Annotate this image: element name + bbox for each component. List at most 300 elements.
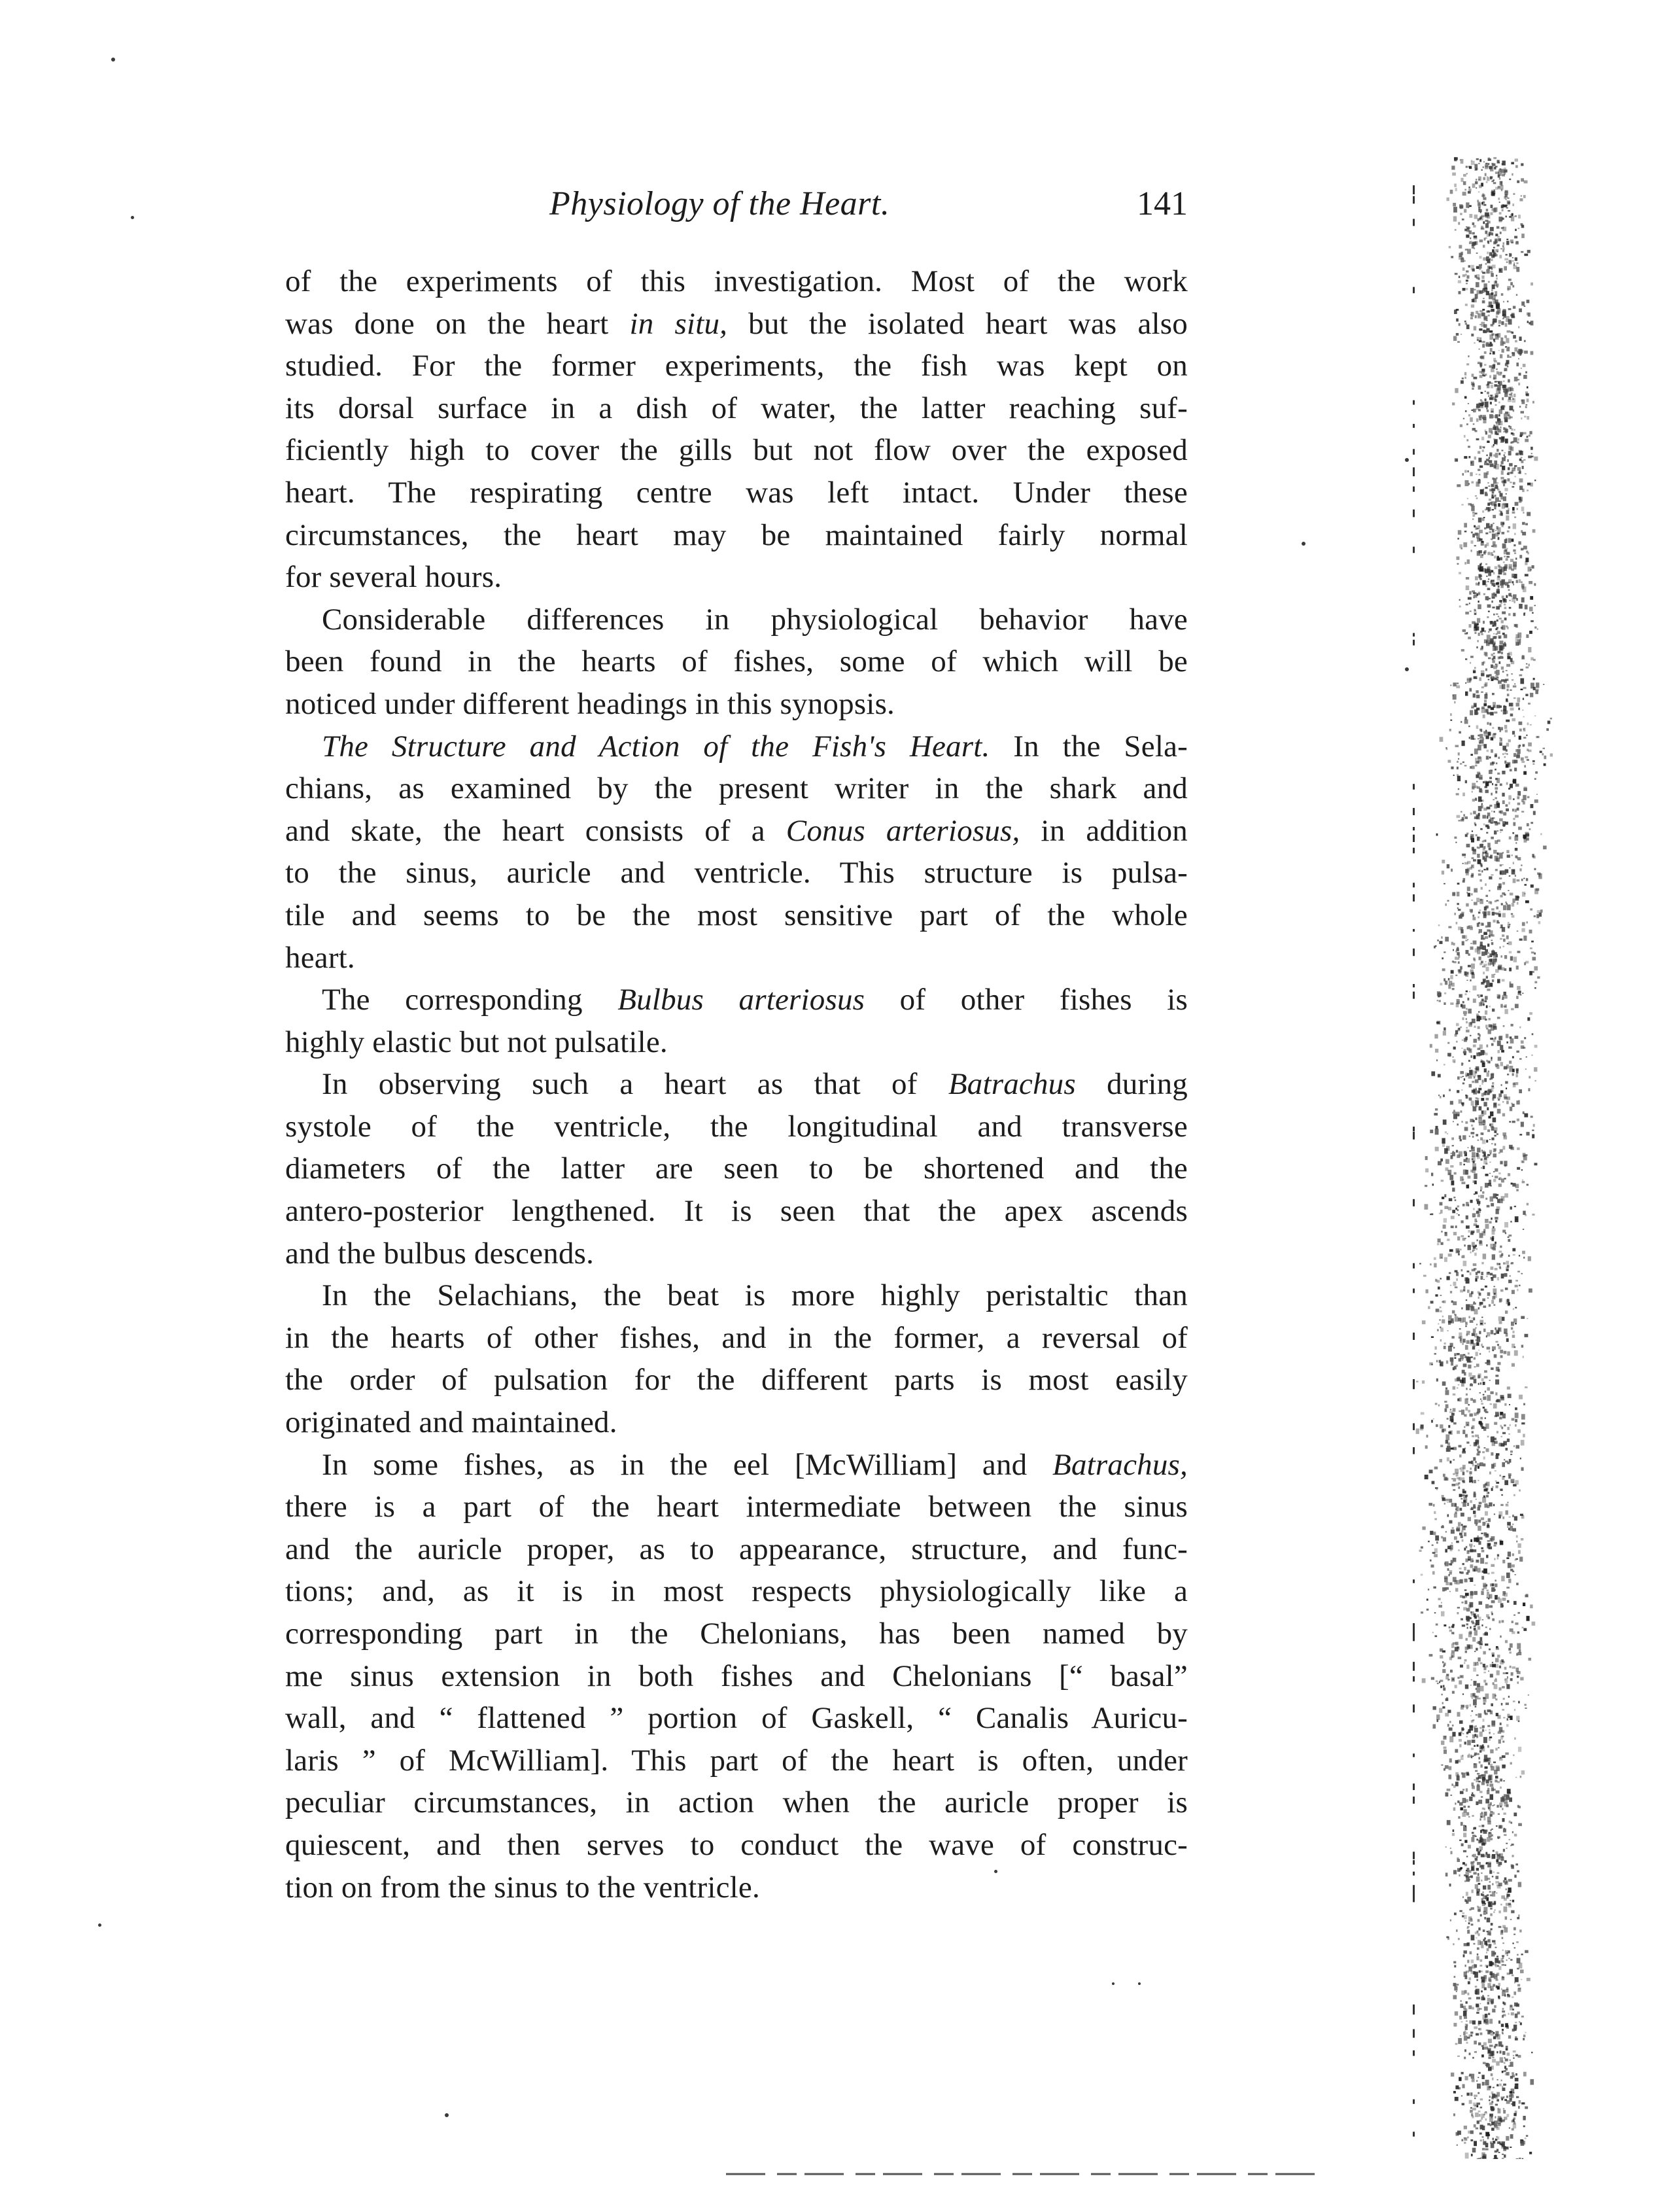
scan-speck	[1482, 1995, 1483, 1997]
scan-speck	[1456, 1483, 1459, 1486]
scan-speck	[1508, 1475, 1511, 1479]
scan-speck	[1465, 835, 1466, 837]
scan-speck	[1510, 1147, 1513, 1150]
scan-speck	[1503, 497, 1506, 501]
scan-speck	[1442, 1143, 1445, 1147]
scan-speck	[1477, 2158, 1478, 2159]
scan-speck	[1450, 975, 1453, 979]
scan-speck	[1500, 1736, 1503, 1740]
scan-speck	[1491, 1057, 1492, 1059]
scan-speck	[1494, 1127, 1498, 1131]
scan-speck	[1514, 1738, 1515, 1740]
scan-speck	[1440, 737, 1444, 742]
scan-speck	[1444, 951, 1445, 953]
scan-speck	[1502, 2119, 1505, 2121]
scan-speck	[1453, 1422, 1457, 1424]
scan-speck	[1517, 951, 1521, 953]
scan-speck	[1485, 493, 1488, 496]
scan-speck	[1481, 371, 1485, 374]
scan-speck	[1474, 1480, 1476, 1483]
scan-speck	[1502, 2143, 1504, 2147]
scan-speck	[1482, 2082, 1485, 2086]
scan-speck	[1443, 1095, 1445, 1097]
scan-speck	[1525, 372, 1527, 374]
scan-speck	[1518, 827, 1522, 830]
scan-speck	[1487, 705, 1491, 708]
scan-speck	[1490, 1914, 1493, 1916]
scan-speck	[1461, 1235, 1464, 1237]
text-line	[285, 810, 1188, 852]
scan-speck	[1506, 664, 1510, 667]
scan-speck	[1447, 1789, 1451, 1791]
scan-speck	[1485, 1944, 1487, 1946]
scan-speck	[1523, 737, 1526, 739]
scan-speck	[1498, 421, 1500, 425]
scan-speck	[1506, 1034, 1509, 1038]
scan-speck	[1510, 482, 1512, 483]
scan-speck	[1480, 2107, 1483, 2109]
scan-speck	[1491, 2051, 1495, 2056]
scan-speck	[1512, 898, 1515, 903]
scan-speck	[1508, 613, 1511, 616]
scan-speck	[1529, 631, 1532, 634]
scan-speck	[1443, 1474, 1445, 1477]
text-line	[285, 1148, 1188, 1190]
text-line	[285, 1867, 1188, 1909]
scan-speck	[1531, 453, 1532, 454]
scan-speck	[1491, 1138, 1494, 1140]
scan-speck	[1461, 257, 1463, 259]
scan-speck	[1470, 314, 1472, 315]
scan-speck	[1503, 572, 1506, 575]
scan-speck	[1481, 1829, 1484, 1831]
scan-speck	[1453, 1110, 1455, 1112]
scan-speck	[1480, 1399, 1481, 1400]
scan-speck	[1437, 991, 1441, 996]
scan-speck	[1474, 890, 1476, 892]
scan-speck	[1515, 257, 1517, 260]
scan-speck	[1453, 1057, 1454, 1058]
scan-speck	[1543, 684, 1544, 686]
scan-speck	[1513, 523, 1517, 529]
scan-speck	[1505, 1310, 1508, 1314]
scan-speck	[1504, 480, 1507, 483]
scan-speck	[1478, 1037, 1481, 1041]
scan-speck	[1468, 1997, 1472, 1999]
scan-speck	[1497, 773, 1500, 775]
scan-speck	[1463, 878, 1466, 881]
scan-speck	[1506, 1888, 1508, 1890]
scan-speck	[1471, 1865, 1475, 1871]
scan-speck	[1480, 2125, 1483, 2130]
scan-speck	[1474, 1039, 1478, 1043]
scan-speck	[1510, 1969, 1513, 1975]
scan-speck	[1495, 254, 1498, 256]
scan-speck	[1461, 1524, 1463, 1526]
scan-speck	[1483, 375, 1485, 377]
scan-speck	[1483, 1254, 1487, 1259]
scan-speck	[1484, 1710, 1486, 1713]
scan-speck	[1523, 1112, 1525, 1114]
scan-speck	[1487, 440, 1489, 442]
scan-speck	[1488, 571, 1491, 576]
scan-speck	[1464, 765, 1467, 766]
scan-speck	[1471, 2154, 1473, 2156]
scan-speck	[1492, 1176, 1493, 1177]
scan-speck	[1483, 972, 1485, 974]
scan-speck	[1501, 667, 1504, 670]
scan-speck	[1495, 381, 1497, 383]
scan-speck	[1523, 546, 1527, 550]
scan-speck	[1465, 1921, 1466, 1922]
scan-speck	[1506, 1724, 1509, 1727]
scan-speck	[1512, 1528, 1516, 1532]
scan-speck	[1506, 1511, 1508, 1515]
scan-speck	[1465, 2026, 1468, 2030]
scan-speck	[1479, 1320, 1483, 1325]
scan-speck	[1510, 690, 1512, 691]
scan-speck	[1506, 903, 1508, 904]
scan-speck	[1451, 1560, 1454, 1563]
scan-speck	[1467, 1930, 1470, 1934]
scan-speck	[1498, 391, 1500, 394]
scan-speck	[1520, 1514, 1523, 1516]
scan-speck	[1517, 1543, 1521, 1548]
scan-speck	[1523, 1603, 1525, 1607]
scan-speck	[1478, 917, 1479, 919]
scan-speck	[1513, 818, 1515, 820]
scan-speck	[1523, 1047, 1526, 1049]
scan-speck	[1450, 1101, 1453, 1105]
scan-speck	[1464, 1809, 1467, 1812]
scan-speck	[1455, 229, 1457, 231]
scan-speck	[1516, 1445, 1520, 1449]
scan-speck	[1515, 1307, 1517, 1308]
scan-speck	[1482, 1080, 1484, 1083]
scan-speck	[1466, 439, 1468, 441]
scan-speck	[1498, 1747, 1499, 1749]
scan-speck	[1490, 239, 1492, 242]
text-segment: peculiar circumstances, in action when the auricle proper is	[285, 1785, 1188, 1820]
scan-speck	[1483, 2014, 1487, 2020]
scan-speck	[1468, 1517, 1471, 1521]
scan-speck	[1487, 1332, 1490, 1337]
scan-speck	[1479, 1850, 1481, 1851]
scan-speck	[1523, 2072, 1527, 2077]
scan-speck	[1457, 2145, 1458, 2146]
scan-speck	[1487, 381, 1491, 384]
scan-speck	[1459, 1454, 1462, 1457]
scan-speck	[1527, 1616, 1530, 1621]
scan-speck	[1453, 1808, 1456, 1811]
scan-speck	[1532, 401, 1534, 404]
scan-speck	[1481, 1083, 1483, 1085]
scan-speck	[1508, 589, 1510, 591]
scan-speck	[1479, 1846, 1483, 1850]
scan-speck	[1464, 2126, 1467, 2130]
scan-speck	[1506, 674, 1508, 676]
scan-speck	[1494, 461, 1497, 465]
scan-speck	[1431, 1364, 1432, 1365]
scan-speck	[1483, 1102, 1487, 1106]
scan-speck	[1438, 1074, 1441, 1078]
scan-speck	[1501, 293, 1504, 296]
scan-speck	[1501, 1050, 1504, 1053]
scan-speck	[1493, 1179, 1496, 1182]
scan-speck	[1530, 1605, 1532, 1609]
scan-speck	[1474, 2141, 1477, 2146]
scan-speck	[1498, 913, 1501, 917]
scan-speck	[1504, 753, 1506, 755]
scan-speck	[1458, 1384, 1459, 1386]
scan-speck	[1487, 952, 1489, 954]
scan-speck	[1516, 362, 1519, 366]
scan-speck	[1492, 1236, 1494, 1239]
scan-speck	[1484, 694, 1487, 699]
scan-speck	[1474, 377, 1478, 379]
scan-speck	[1453, 1870, 1457, 1874]
scan-speck	[1473, 1303, 1476, 1305]
scan-speck	[1487, 177, 1490, 181]
scan-speck	[1507, 854, 1510, 858]
scan-speck	[1530, 822, 1533, 824]
scan-speck	[1504, 1860, 1507, 1863]
scan-speck	[1510, 559, 1513, 562]
scan-speck	[1496, 762, 1497, 764]
scan-speck	[1462, 1076, 1464, 1077]
scan-speck	[1487, 2030, 1491, 2035]
scan-speck	[1453, 336, 1457, 341]
scan-speck	[1463, 1011, 1467, 1014]
scan-speck	[1489, 1870, 1492, 1874]
scan-speck	[1507, 1352, 1510, 1356]
scan-speck	[1455, 1685, 1457, 1688]
scan-speck	[1527, 1184, 1529, 1186]
scan-speck	[1478, 1213, 1480, 1216]
scan-speck	[1460, 425, 1462, 427]
scan-speck	[1501, 1703, 1503, 1706]
scan-speck	[1427, 1609, 1429, 1611]
scan-speck	[1483, 1886, 1484, 1888]
scan-speck	[1472, 974, 1475, 978]
scan-speck	[1508, 538, 1512, 543]
scan-speck	[1450, 1358, 1454, 1362]
scan-speck	[1512, 1564, 1515, 1568]
scan-speck	[1483, 808, 1487, 811]
scan-speck	[1474, 1779, 1476, 1780]
scan-speck	[1487, 1573, 1490, 1575]
scan-speck	[1523, 698, 1524, 700]
scan-speck	[1514, 465, 1517, 467]
scan-speck	[1517, 1612, 1520, 1614]
scan-speck	[1463, 1850, 1466, 1852]
scan-speck	[1457, 952, 1460, 955]
scan-speck	[1480, 1323, 1483, 1324]
scan-speck	[1504, 454, 1506, 456]
scan-speck	[1485, 563, 1487, 565]
scan-speck	[1467, 1897, 1471, 1902]
scan-speck	[1490, 1185, 1492, 1186]
scan-speck	[1519, 406, 1521, 408]
scan-speck	[1446, 748, 1448, 750]
scan-speck	[1472, 2020, 1476, 2024]
scan-speck	[1474, 632, 1476, 634]
scan-speck	[1512, 213, 1513, 216]
scan-speck	[1495, 1220, 1497, 1223]
scan-speck	[1449, 1759, 1452, 1763]
scan-speck	[1470, 1626, 1471, 1629]
scan-speck	[1484, 1323, 1485, 1325]
scan-speck	[1444, 1736, 1447, 1738]
scan-speck	[1472, 2079, 1475, 2082]
scan-speck	[1459, 1358, 1462, 1361]
scan-speck	[1481, 1872, 1482, 1874]
text-line	[285, 1317, 1188, 1360]
scan-speck	[1506, 216, 1507, 218]
scan-speck	[1499, 1321, 1502, 1324]
scan-speck	[1468, 1845, 1471, 1849]
scan-speck	[1507, 693, 1510, 696]
scan-speck	[1485, 781, 1488, 783]
scan-speck	[1514, 1350, 1518, 1356]
scan-speck	[1495, 1415, 1497, 1417]
scan-speck	[1479, 1243, 1481, 1244]
scan-speck	[1461, 1822, 1463, 1826]
scan-speck	[1497, 1097, 1500, 1099]
scan-speck	[1430, 1531, 1433, 1535]
scan-speck	[1516, 996, 1518, 999]
scan-speck	[1494, 507, 1496, 509]
scan-speck	[1425, 1204, 1428, 1209]
scan-speck	[1495, 1583, 1498, 1587]
scan-speck	[1454, 1172, 1457, 1175]
scan-speck	[1490, 402, 1492, 404]
scan-speck	[1498, 680, 1502, 684]
scan-speck	[1456, 1929, 1457, 1932]
scan-speck	[1483, 1396, 1486, 1399]
scan-speck	[1482, 815, 1486, 819]
scan-speck	[1487, 1090, 1491, 1094]
scan-speck	[1430, 1130, 1433, 1134]
scan-speck	[1461, 930, 1463, 934]
scan-speck	[1502, 913, 1506, 918]
scan-speck	[1455, 1588, 1458, 1592]
scan-speck	[1470, 662, 1471, 664]
scan-speck	[1416, 1428, 1419, 1433]
scan-speck	[1512, 581, 1514, 583]
scan-speck	[1475, 1770, 1478, 1772]
scan-speck	[1498, 1598, 1502, 1603]
scan-speck	[1470, 1546, 1472, 1549]
scan-speck	[1482, 966, 1483, 967]
scan-speck	[1479, 1331, 1481, 1334]
scan-speck	[1533, 1124, 1535, 1127]
scan-speck	[1471, 1100, 1474, 1106]
scan-speck	[1445, 904, 1447, 906]
scan-speck	[1517, 1671, 1521, 1674]
scan-speck	[1483, 1306, 1486, 1308]
scan-speck	[1525, 1334, 1529, 1337]
scan-speck	[1485, 1483, 1487, 1486]
scan-speck	[1534, 966, 1538, 971]
scan-speck	[1497, 1557, 1498, 1560]
scan-speck	[1486, 576, 1487, 577]
scan-speck	[1500, 1723, 1502, 1725]
scan-speck	[1488, 1492, 1490, 1494]
scan-speck	[1507, 1676, 1508, 1678]
scan-speck	[1496, 778, 1500, 783]
scan-speck	[1510, 1643, 1513, 1648]
scan-speck	[1463, 1607, 1467, 1611]
scan-speck	[1472, 1346, 1475, 1350]
scan-speck	[1482, 1728, 1484, 1731]
scan-speck	[1513, 1700, 1515, 1702]
scan-speck	[1479, 2133, 1482, 2135]
scan-speck	[1468, 265, 1471, 268]
text-line	[285, 1570, 1188, 1613]
scan-speck	[1459, 1571, 1461, 1573]
scan-speck	[1472, 1081, 1474, 1083]
scan-speck	[1482, 1522, 1485, 1526]
scan-speck	[1480, 899, 1482, 901]
scan-speck	[1492, 1883, 1493, 1885]
scan-speck	[1477, 2008, 1479, 2011]
scan-speck	[1521, 1414, 1525, 1420]
scan-speck	[1474, 1753, 1477, 1755]
scan-speck	[1476, 2033, 1479, 2036]
scan-speck	[1479, 729, 1482, 731]
scan-speck	[1473, 941, 1477, 945]
scan-speck	[1495, 1217, 1498, 1220]
scan-speck	[1493, 799, 1495, 801]
scan-speck	[1491, 940, 1493, 941]
scan-speck	[1459, 1494, 1462, 1497]
scan-speck	[1489, 1471, 1491, 1474]
scan-speck	[1444, 992, 1446, 994]
scan-speck	[1506, 1702, 1509, 1705]
scan-speck	[1500, 232, 1502, 234]
scan-speck	[1435, 1129, 1439, 1134]
scan-speck	[1453, 1459, 1455, 1460]
scan-speck	[1516, 598, 1518, 601]
scan-speck	[1454, 1976, 1456, 1978]
scan-speck	[1525, 756, 1528, 758]
scan-speck	[1461, 1755, 1464, 1760]
scan-speck	[1491, 1855, 1495, 1859]
scan-speck	[1495, 421, 1497, 423]
scan-speck	[1494, 811, 1495, 813]
scan-speck	[1496, 1485, 1498, 1488]
scan-speck	[1492, 2057, 1494, 2058]
scan-speck	[1472, 222, 1475, 225]
scan-speck	[1461, 1602, 1463, 1604]
scan-speck	[1474, 1545, 1475, 1547]
scan-speck	[1534, 1045, 1538, 1048]
scan-speck	[1505, 429, 1508, 432]
scan-speck	[1486, 455, 1488, 456]
scan-speck	[1479, 957, 1481, 960]
scan-speck	[1457, 1205, 1460, 1207]
scan-speck	[1483, 177, 1485, 181]
scan-speck	[1523, 716, 1525, 718]
scan-speck	[1481, 1400, 1482, 1402]
scan-speck	[1512, 1975, 1514, 1976]
scan-speck	[1474, 1493, 1476, 1497]
scan-speck	[1459, 1634, 1463, 1640]
scan-speck	[1487, 943, 1489, 947]
scan-speck	[1460, 1290, 1463, 1292]
scan-speck	[1525, 1214, 1527, 1216]
